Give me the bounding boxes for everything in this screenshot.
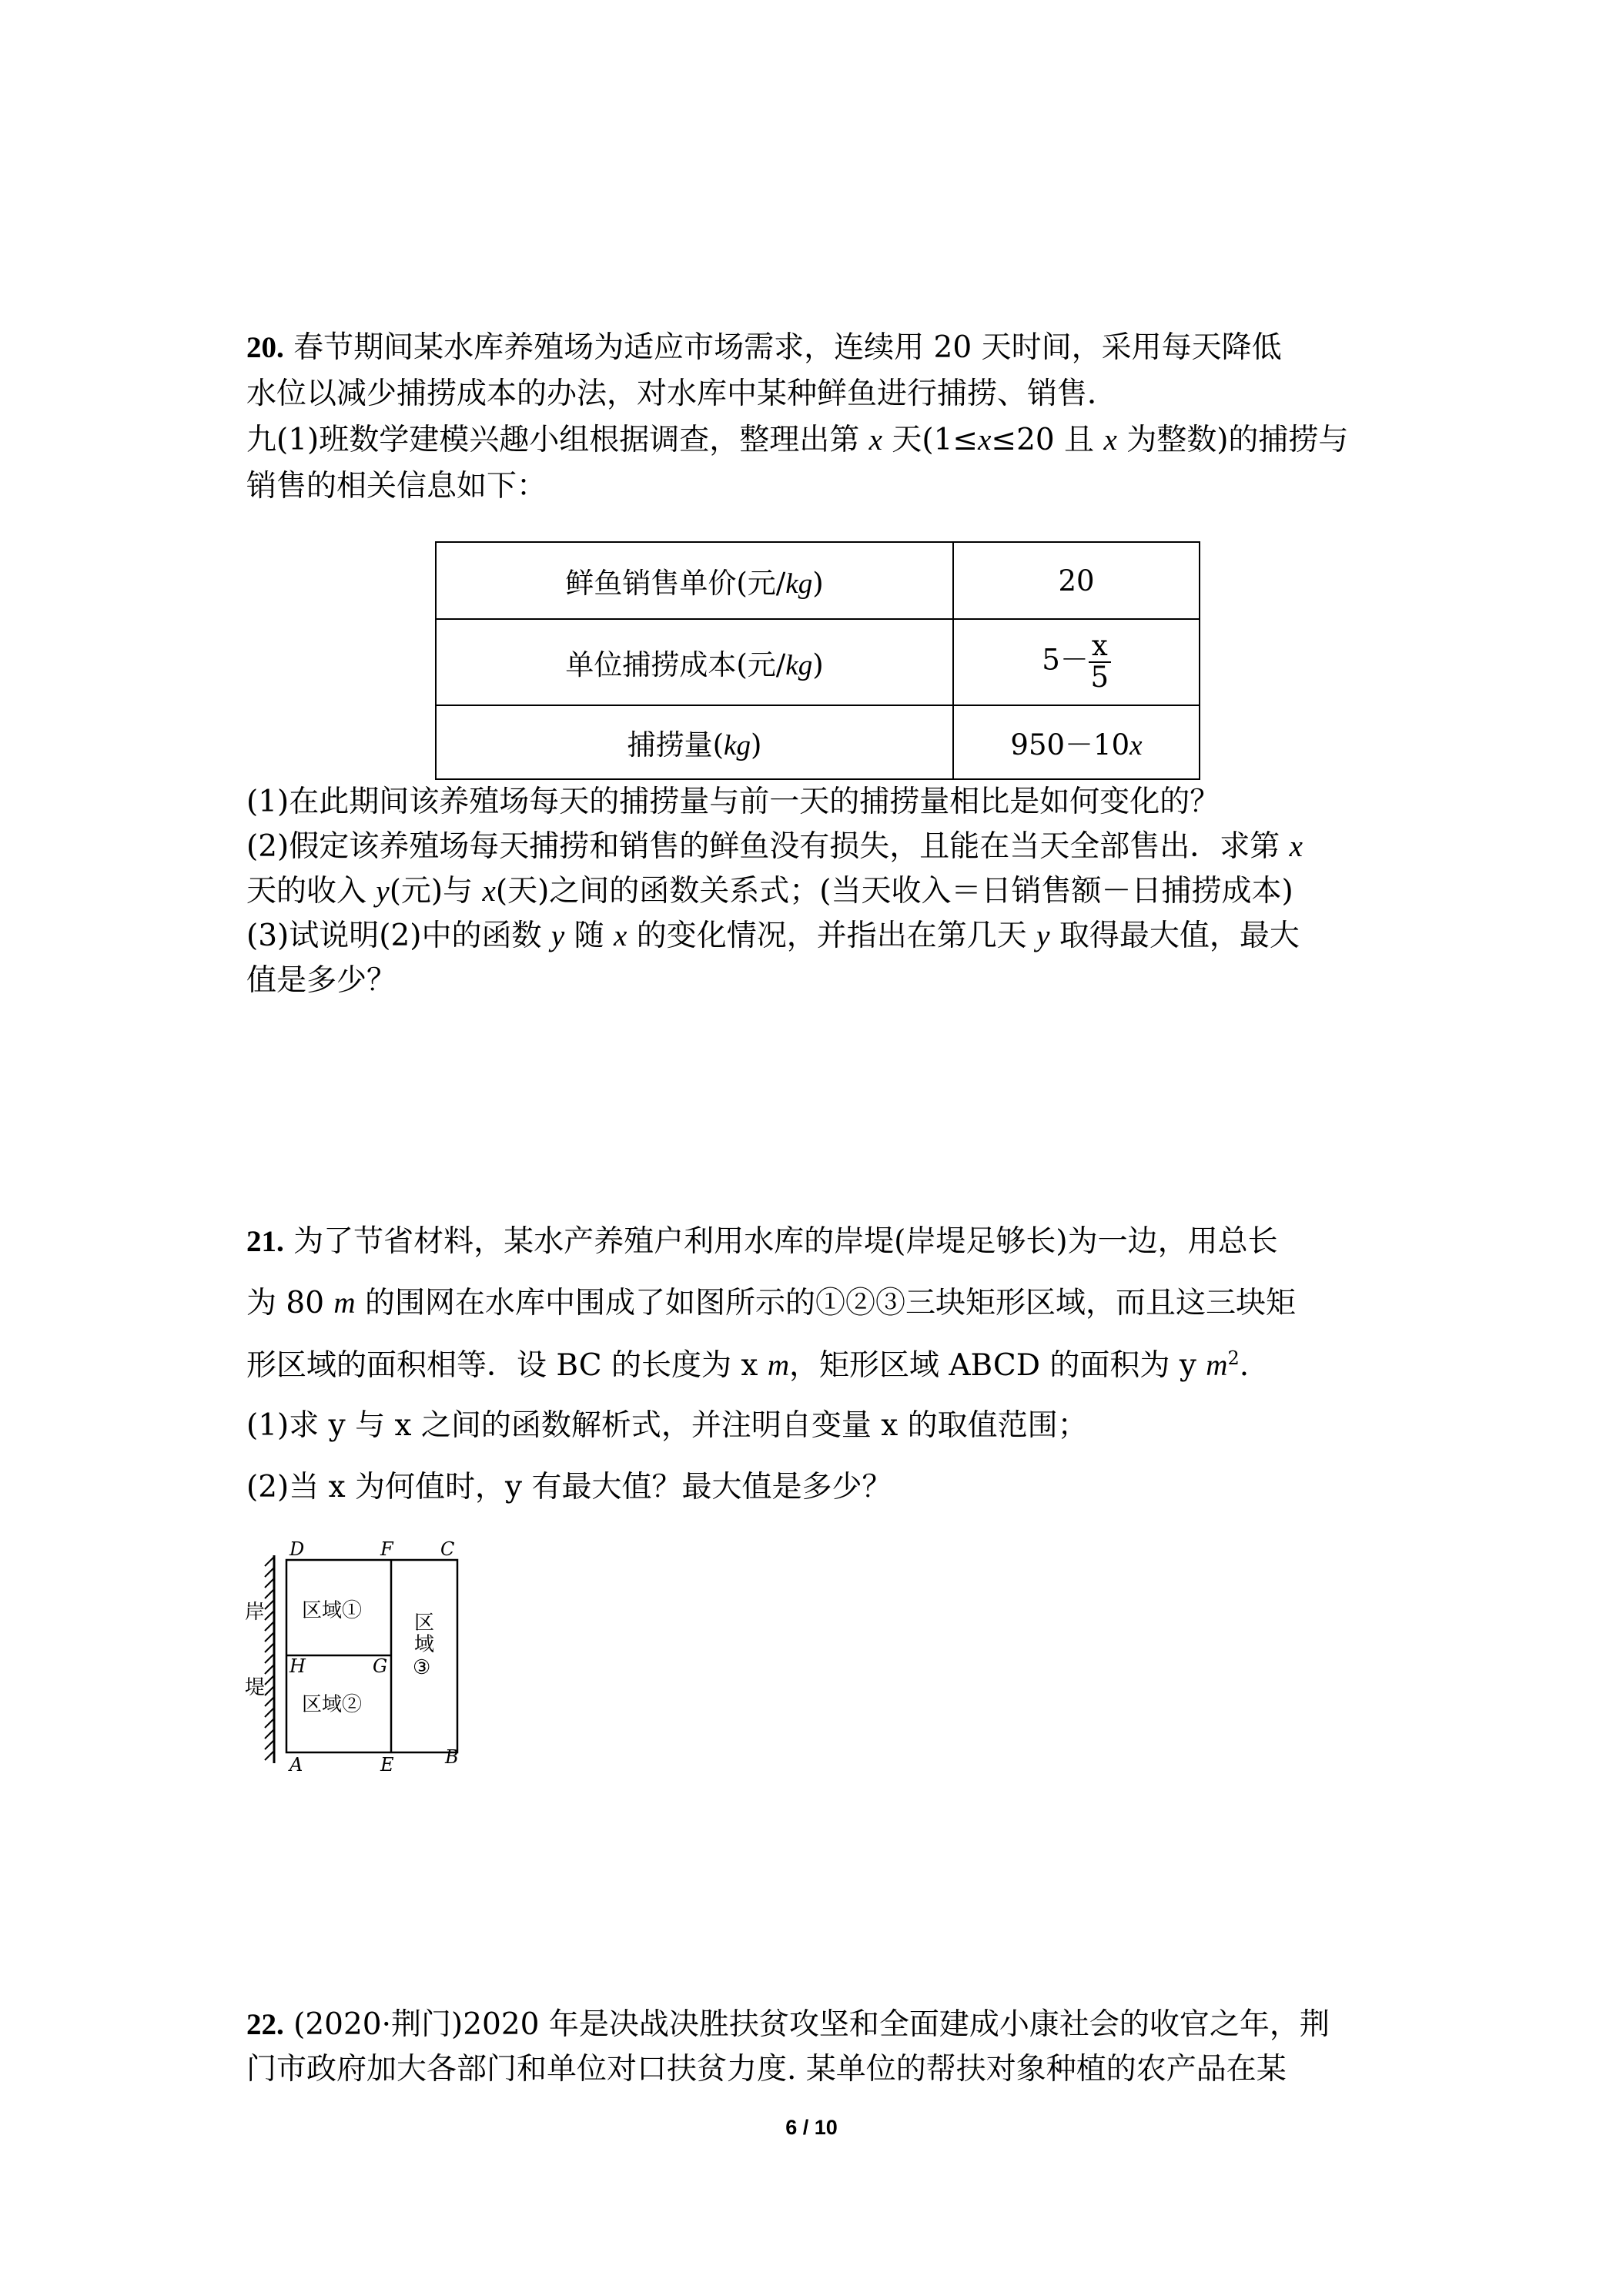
- q20-line-2: 水位以减少捕捞成本的办法，对水库中某种鲜鱼进行捕捞、销售．: [246, 377, 1118, 411]
- enclosure-figure: [245, 1532, 491, 1779]
- q21-sub-2: (2)当 x 为何值时，y 有最大值？最大值是多少？: [246, 1470, 892, 1504]
- q22-line-1: 22. (2020·荆门)2020 年是决战决胜扶贫攻坚和全面建成小康社会的收官之年，荆: [246, 2007, 1330, 2042]
- table-cell-value: 950－10x: [953, 705, 1200, 779]
- bank-label-1: 岸: [245, 1601, 266, 1624]
- table-row: [436, 542, 1200, 619]
- q20-number: 20.: [246, 331, 284, 364]
- q21-line-3: 形区域的面积相等．设 BC 的长度为 x m，矩形区域 ABCD 的面积为 y $m^2$.: [246, 1347, 1250, 1383]
- point-A: A: [289, 1754, 303, 1776]
- table-cell-label: 鲜鱼销售单价(元/kg): [436, 542, 953, 619]
- info-table: [435, 541, 1200, 780]
- page-number: 6 / 10: [785, 2116, 838, 2139]
- q22-number: 22.: [246, 2008, 284, 2041]
- q22-line-2: 门市政府加大各部门和单位对口扶贫力度. 某单位的帮扶对象种植的农产品在某: [246, 2052, 1287, 2087]
- region-2-label: 区域②: [302, 1693, 363, 1716]
- point-B: B: [445, 1746, 459, 1768]
- table-cell-value: 5－ $\frac{x}{5}$: [953, 619, 1200, 705]
- region-1-label: 区域①: [302, 1599, 363, 1622]
- q20-line-1: 20. 春节期间某水库养殖场为适应市场需求，连续用 20 天时间，采用每天降低: [246, 330, 1282, 365]
- q21-sub-1: (1)求 y 与 x 之间的函数解析式，并注明自变量 x 的取值范围；: [246, 1408, 1088, 1443]
- table-cell-label: 单位捕捞成本(元/kg): [436, 619, 953, 705]
- region-3-label-2: 域: [414, 1633, 435, 1656]
- region-3-label-1: 区: [414, 1612, 435, 1635]
- table-row: [436, 619, 1200, 705]
- point-G: G: [373, 1655, 388, 1677]
- point-D: D: [289, 1538, 305, 1560]
- bank-hatching: [265, 1557, 274, 1760]
- table-cell-value: 20: [953, 542, 1200, 619]
- point-C: C: [440, 1538, 455, 1560]
- q20-sub-1: (1)在此期间该养殖场每天的捕捞量与前一天的捕捞量相比是如何变化的？: [246, 785, 1220, 819]
- point-H: H: [289, 1655, 306, 1677]
- bank-label-2: 堤: [245, 1676, 266, 1699]
- q20-sub-3: (3)试说明(2)中的函数 y 随 x 的变化情况，并指出在第几天 y 取得最大值，最大: [246, 919, 1300, 953]
- q20-sub-2: (2)假定该养殖场每天捕捞和销售的鲜鱼没有损失，且能在当天全部售出．求第 x: [246, 829, 1303, 864]
- q21-line-2: 为 80 m 的围网在水库中围成了如图所示的①②③三块矩形区域，而且这三块矩: [246, 1286, 1296, 1320]
- q20-line-4: 销售的相关信息如下：: [246, 469, 547, 504]
- q20-sub-3-cont: 值是多少？: [246, 963, 397, 998]
- point-F: F: [380, 1538, 393, 1560]
- point-E: E: [380, 1754, 394, 1776]
- fraction: $\frac{x}{5}$: [1089, 631, 1111, 693]
- q20-sub-2-cont: 天的收入 y(元)与 x(天)之间的函数关系式；(当天收入＝日销售额－日捕捞成本): [246, 874, 1293, 909]
- table-row: [436, 705, 1200, 779]
- region-3-label-3: ③: [413, 1656, 431, 1679]
- q21-number: 21.: [246, 1225, 284, 1258]
- q20-line-3: 九(1)班数学建模兴趣小组根据调查，整理出第 x 天(1≤x≤20 且 x 为整数)的捕捞与: [246, 423, 1349, 457]
- table-cell-label: 捕捞量(kg): [436, 705, 953, 779]
- q21-line-1: 21. 为了节省材料，某水产养殖户利用水库的岸堤(岸堤足够长)为一边，用总长: [246, 1224, 1278, 1259]
